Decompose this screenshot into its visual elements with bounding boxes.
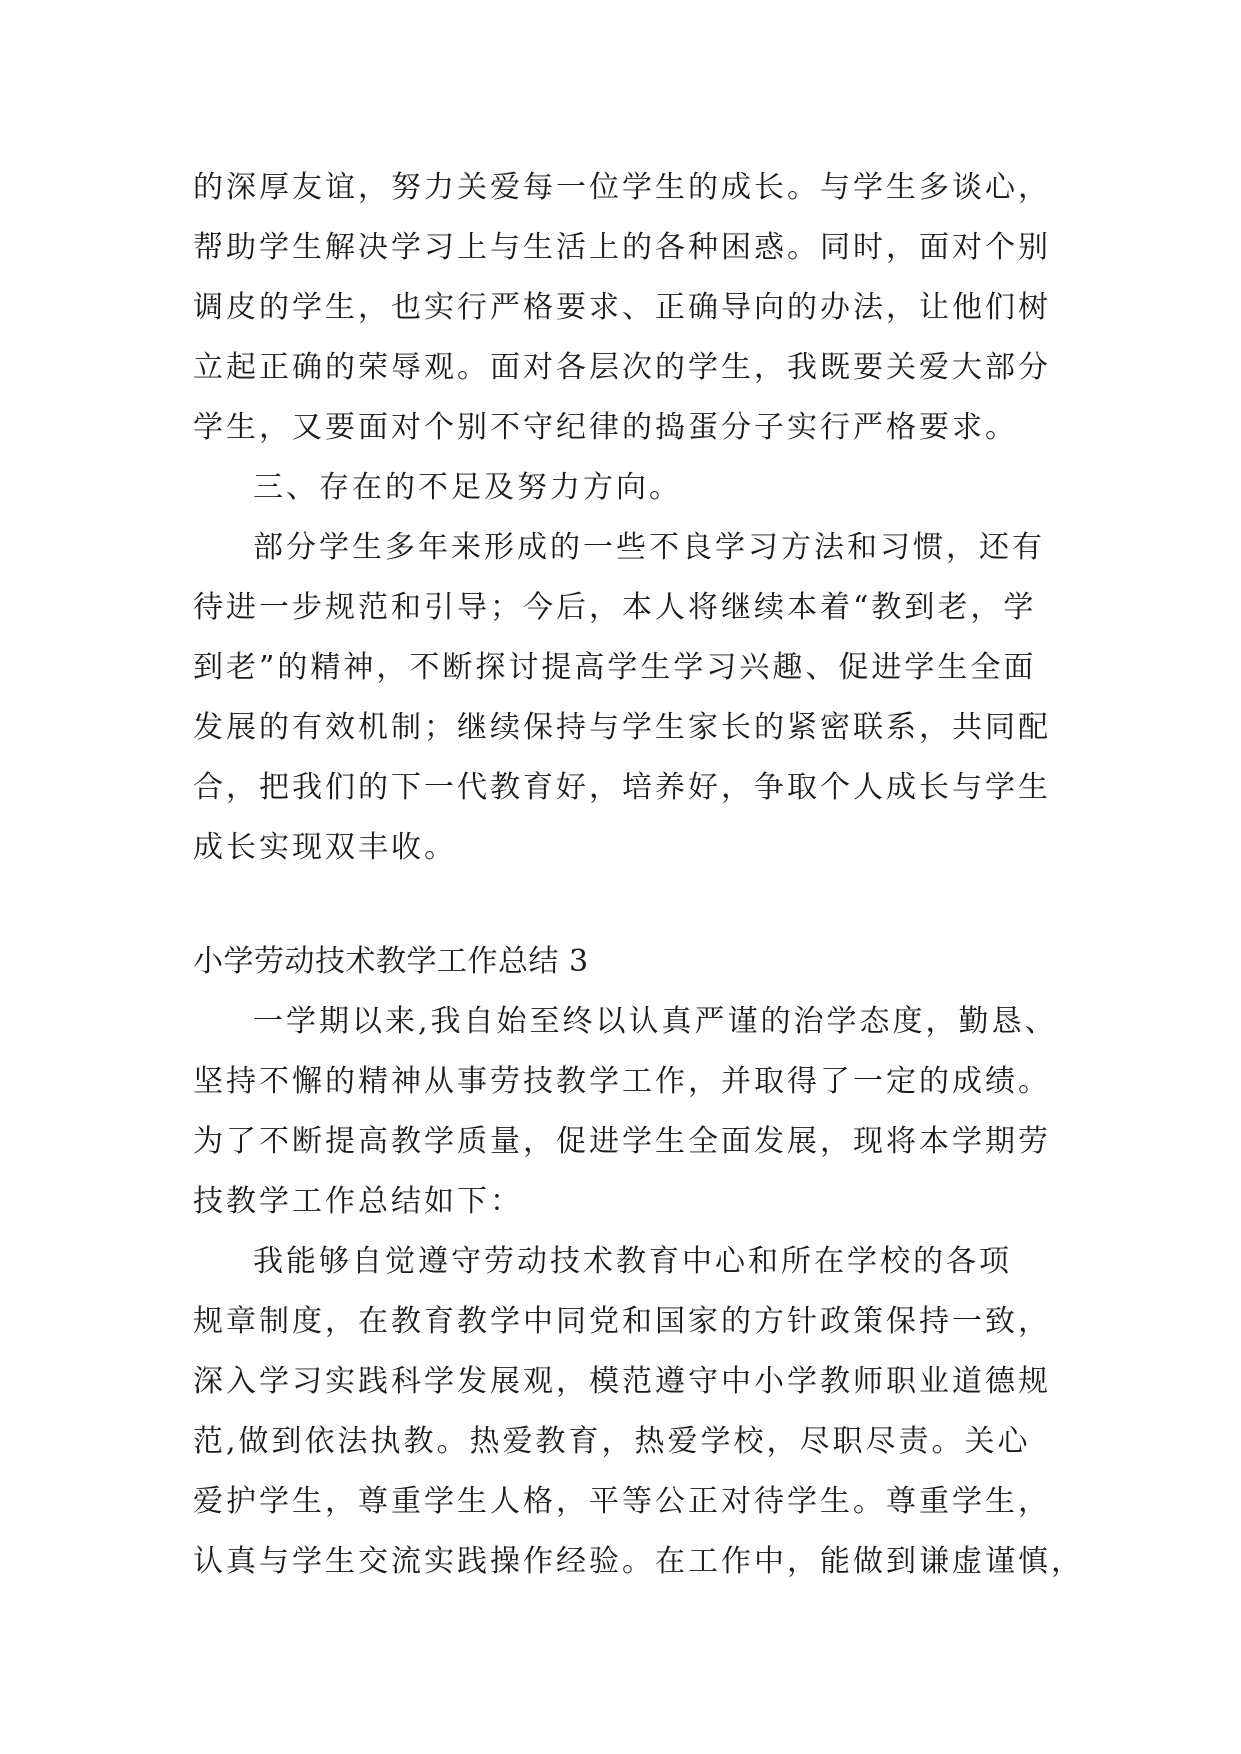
text-line: 为了不断提高教学质量，促进学生全面发展，现将本学期劳: [193, 1124, 1051, 1159]
paragraph: [193, 1232, 1084, 1592]
section-subheading: 三、存在的不足及努力方向。: [253, 470, 682, 505]
text-line: 待进一步规范和引导；今后，本人将继续本着“教到老，学: [193, 590, 1037, 625]
paragraph: [193, 518, 1073, 878]
text-line: 合，把我们的下一代教育好，培养好，争取个人成长与学生: [193, 770, 1051, 805]
document-title: 小学劳动技术教学工作总结 3: [193, 944, 589, 979]
text-line: 调皮的学生，也实行严格要求、正确导向的办法，让他们树: [193, 290, 1051, 325]
document-body: [193, 158, 1084, 1592]
text-line: 帮助学生解决学习上与生活上的各种困惑。同时，面对个别: [193, 230, 1051, 265]
text-line: 技教学工作总结如下：: [193, 1184, 523, 1219]
text-line: 学生，又要面对个别不守纪律的捣蛋分子实行严格要求。: [193, 410, 1018, 445]
text-line: 规章制度，在教育教学中同党和国家的方针政策保持一致，: [193, 1304, 1051, 1339]
text-line: 坚持不懈的精神从事劳技教学工作，并取得了一定的成绩。: [193, 1064, 1051, 1099]
paragraph-continued: [193, 158, 1073, 458]
text-line: 的深厚友谊，努力关爱每一位学生的成长。与学生多谈心，: [193, 170, 1051, 205]
text-line: 发展的有效机制；继续保持与学生家长的紧密联系，共同配: [193, 710, 1051, 745]
text-line: 我能够自觉遵守劳动技术教育中心和所在学校的各项: [253, 1244, 1012, 1279]
spacer: [193, 878, 1073, 932]
text-line: 部分学生多年来形成的一些不良学习方法和习惯，还有: [253, 530, 1045, 565]
text-line: 深入学习实践科学发展观，模范遵守中小学教师职业道德规: [193, 1364, 1051, 1399]
text-line: 认真与学生交流实践操作经验。在工作中，能做到谦虚谨慎，: [193, 1544, 1084, 1579]
paragraph: [193, 992, 1073, 1232]
text-line: 范,做到依法执教。热爱教育，热爱学校，尽职尽责。关心: [193, 1424, 1031, 1459]
text-line: 一学期以来,我自始至终以认真严谨的治学态度，勤恳、: [253, 1004, 1058, 1039]
text-line: 到老”的精神，不断探讨提高学生学习兴趣、促进学生全面: [193, 650, 1037, 685]
text-line: 爱护学生，尊重学生人格，平等公正对待学生。尊重学生，: [193, 1484, 1051, 1519]
text-line: 成长实现双丰收。: [193, 830, 457, 865]
text-line: 立起正确的荣辱观。面对各层次的学生，我既要关爱大部分: [193, 350, 1051, 385]
